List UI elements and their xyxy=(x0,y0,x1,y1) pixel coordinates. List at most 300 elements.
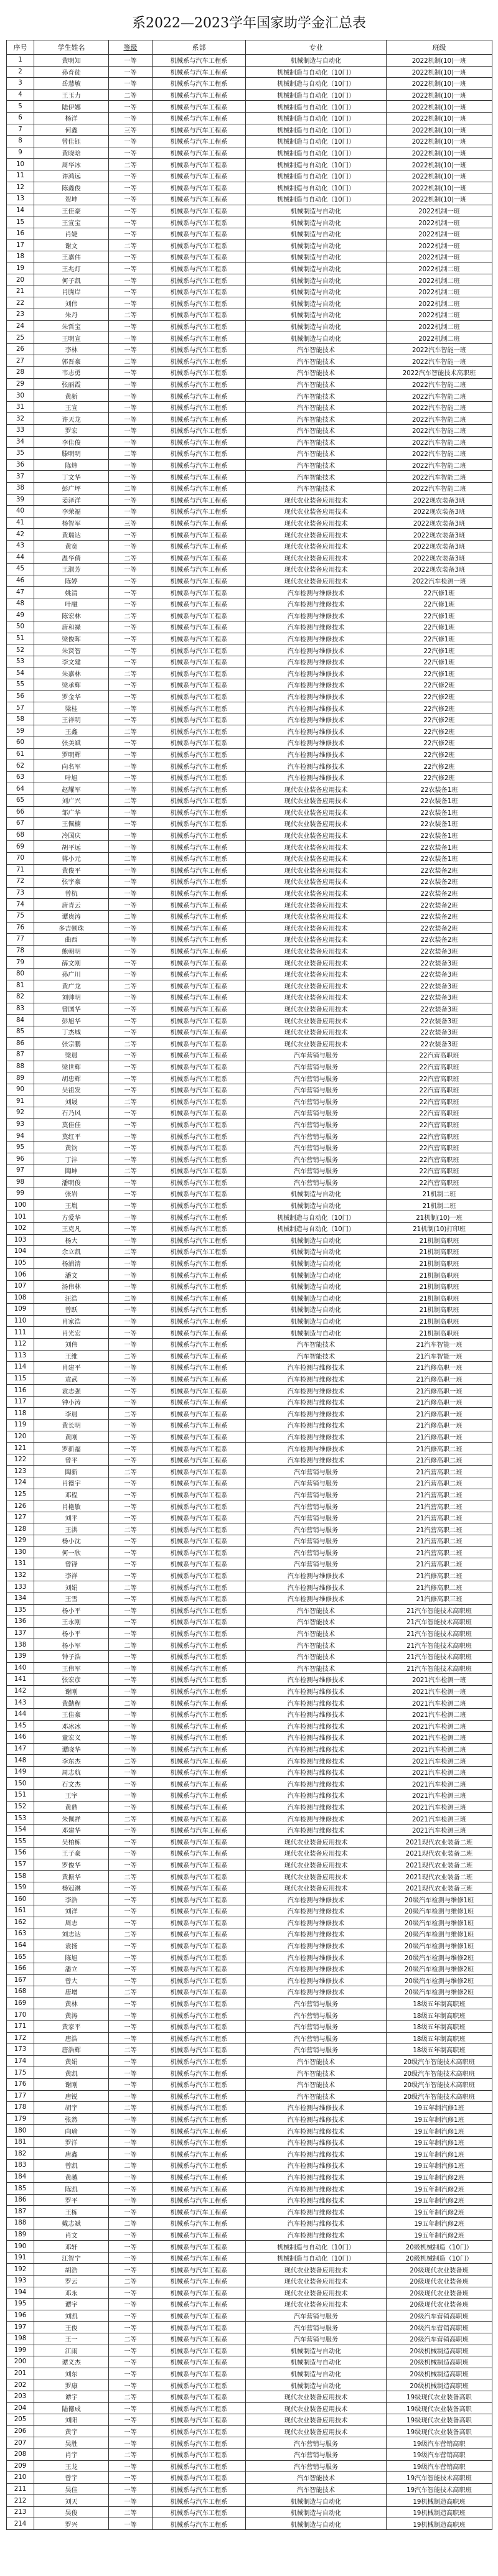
cell-class: 2021汽车检测二班 xyxy=(387,1755,492,1767)
cell-class: 2022机制一班 xyxy=(387,239,492,251)
cell-name: 黄刚 xyxy=(34,1431,109,1443)
cell-department: 机械系与汽车工程系 xyxy=(153,2206,246,2218)
cell-name: 潘文 xyxy=(34,1269,109,1281)
cell-major: 现代农业装备应用技术 xyxy=(246,2425,387,2437)
cell-grade: 一等 xyxy=(109,1420,153,1431)
table-row xyxy=(7,1766,492,1778)
cell-grade: 一等 xyxy=(109,2460,153,2472)
table-row xyxy=(7,448,492,460)
cell-major: 现代农业装备应用技术 xyxy=(246,506,387,518)
cell-name: 张美斌 xyxy=(34,737,109,749)
cell-major: 机械制造与自动化 xyxy=(246,274,387,286)
table-row xyxy=(7,864,492,876)
cell-name: 江雨 xyxy=(34,2345,109,2356)
cell-no: 107 xyxy=(7,1280,34,1292)
cell-class: 20级汽车智能技术高职班 xyxy=(387,2078,492,2090)
cell-grade: 一等 xyxy=(109,2171,153,2183)
cell-grade: 二等 xyxy=(109,610,153,621)
cell-grade: 一等 xyxy=(109,413,153,425)
table-row xyxy=(7,1917,492,1928)
cell-major: 机械制造与自动化 xyxy=(246,2495,387,2507)
cell-name: 杨智军 xyxy=(34,517,109,529)
cell-no: 128 xyxy=(7,1523,34,1535)
cell-class: 2022机制(10)一班 xyxy=(387,55,492,67)
cell-grade: 一等 xyxy=(109,1373,153,1385)
cell-name: 贺坤 xyxy=(34,193,109,205)
cell-department: 机械系与汽车工程系 xyxy=(153,1304,246,1316)
table-row xyxy=(7,320,492,332)
table-row xyxy=(7,1790,492,1802)
cell-class: 22汽营高职班 xyxy=(387,1118,492,1130)
cell-no: 84 xyxy=(7,1015,34,1026)
cell-department: 机械系与汽车工程系 xyxy=(153,251,246,263)
cell-name: 朱佩祥 xyxy=(34,1813,109,1825)
table-row xyxy=(7,1420,492,1431)
cell-grade: 二等 xyxy=(109,795,153,807)
cell-department: 机械系与汽车工程系 xyxy=(153,1743,246,1755)
table-row xyxy=(7,1616,492,1628)
cell-no: 48 xyxy=(7,598,34,610)
cell-name: 陶新 xyxy=(34,1466,109,1477)
cell-name: 谭晓华 xyxy=(34,1743,109,1755)
cell-major: 汽车检测与维修技术 xyxy=(246,1778,387,1790)
table-row xyxy=(7,806,492,818)
table-row xyxy=(7,2090,492,2102)
cell-department: 机械系与汽车工程系 xyxy=(153,2472,246,2484)
cell-grade: 一等 xyxy=(109,771,153,783)
cell-no: 16 xyxy=(7,228,34,239)
cell-department: 机械系与汽车工程系 xyxy=(153,1558,246,1570)
cell-no: 47 xyxy=(7,587,34,598)
cell-class: 21机制(10)打印班 xyxy=(387,1222,492,1234)
cell-major: 汽车检测与维修技术 xyxy=(246,1951,387,1963)
cell-grade: 一等 xyxy=(109,2032,153,2044)
cell-no: 10 xyxy=(7,159,34,170)
cell-department: 机械系与汽车工程系 xyxy=(153,343,246,355)
cell-grade: 一等 xyxy=(109,2379,153,2391)
cell-class: 2022汽车智能一班 xyxy=(387,355,492,367)
cell-major: 现代农业装备应用技术 xyxy=(246,910,387,922)
cell-grade: 二等 xyxy=(109,1523,153,1535)
cell-major: 汽车智能技术 xyxy=(246,1650,387,1662)
cell-grade: 一等 xyxy=(109,1778,153,1790)
cell-name: 黄广龙 xyxy=(34,980,109,992)
cell-major: 机械制造与自动化（10门） xyxy=(246,136,387,147)
cell-major: 汽车检测与维修技术 xyxy=(246,725,387,737)
cell-grade: 一等 xyxy=(109,2113,153,2125)
cell-no: 158 xyxy=(7,1871,34,1882)
cell-department: 机械系与汽车工程系 xyxy=(153,390,246,402)
cell-department: 机械系与汽车工程系 xyxy=(153,1951,246,1963)
cell-grade: 一等 xyxy=(109,1627,153,1639)
cell-department: 机械系与汽车工程系 xyxy=(153,1477,246,1489)
cell-major: 汽车智能技术 xyxy=(246,448,387,460)
cell-class: 21汽修高职一班 xyxy=(387,1420,492,1431)
cell-name: 杨小军 xyxy=(34,1639,109,1651)
cell-grade: 一等 xyxy=(109,1963,153,1974)
cell-class: 19五年制汽修2班 xyxy=(387,2218,492,2230)
cell-class: 18级五年制高职班 xyxy=(387,2032,492,2044)
table-row xyxy=(7,193,492,205)
cell-no: 147 xyxy=(7,1743,34,1755)
table-row xyxy=(7,239,492,251)
cell-name: 汤伟林 xyxy=(34,1280,109,1292)
cell-department: 机械系与汽车工程系 xyxy=(153,2020,246,2032)
cell-department: 机械系与汽车工程系 xyxy=(153,2102,246,2114)
cell-name: 肖宇 xyxy=(34,2448,109,2460)
cell-class: 21汽修高职二班 xyxy=(387,1581,492,1593)
cell-major: 汽车检测与维修技术 xyxy=(246,2125,387,2137)
cell-department: 机械系与汽车工程系 xyxy=(153,1627,246,1639)
cell-class: 22汽修2班 xyxy=(387,737,492,749)
cell-class: 2021汽车检测二班 xyxy=(387,1778,492,1790)
cell-class: 22汽修1班 xyxy=(387,598,492,610)
cell-class: 22汽修1班 xyxy=(387,621,492,633)
table-row xyxy=(7,378,492,390)
cell-major: 汽车智能技术 xyxy=(246,1639,387,1651)
cell-class: 22汽修1班 xyxy=(387,633,492,644)
cell-class: 22汽修2班 xyxy=(387,771,492,783)
cell-major: 汽车智能技术 xyxy=(246,2472,387,2484)
cell-class: 2022汽车智能二班 xyxy=(387,448,492,460)
cell-class: 21汽车智能技术高职班 xyxy=(387,1662,492,1674)
cell-name: 肖文 xyxy=(34,2229,109,2241)
cell-no: 159 xyxy=(7,1882,34,1894)
table-row xyxy=(7,332,492,344)
cell-name: 朱嘉林 xyxy=(34,667,109,679)
table-row xyxy=(7,679,492,691)
cell-grade: 一等 xyxy=(109,1003,153,1015)
cell-grade: 二等 xyxy=(109,2276,153,2287)
cell-department: 机械系与汽车工程系 xyxy=(153,332,246,344)
cell-no: 61 xyxy=(7,748,34,760)
table-row xyxy=(7,459,492,471)
cell-name: 孙广川 xyxy=(34,968,109,980)
cell-name: 罗宏 xyxy=(34,425,109,437)
cell-name: 丁杰城 xyxy=(34,1026,109,1038)
cell-department: 机械系与汽车工程系 xyxy=(153,2229,246,2241)
cell-class: 22汽修2班 xyxy=(387,760,492,772)
cell-class: 2022机制二班 xyxy=(387,309,492,321)
header-department: 系部 xyxy=(153,40,246,55)
cell-no: 72 xyxy=(7,876,34,888)
cell-grade: 一等 xyxy=(109,1280,153,1292)
cell-name: 罗新福 xyxy=(34,1443,109,1454)
cell-no: 140 xyxy=(7,1662,34,1674)
cell-no: 104 xyxy=(7,1246,34,1258)
cell-no: 38 xyxy=(7,482,34,494)
cell-department: 机械系与汽车工程系 xyxy=(153,760,246,772)
cell-department: 机械系与汽车工程系 xyxy=(153,459,246,471)
cell-name: 王玉力 xyxy=(34,89,109,101)
cell-no: 51 xyxy=(7,633,34,644)
table-row xyxy=(7,783,492,795)
cell-grade: 一等 xyxy=(109,806,153,818)
cell-department: 机械系与汽车工程系 xyxy=(153,806,246,818)
table-row xyxy=(7,2183,492,2195)
table-row xyxy=(7,1697,492,1709)
cell-grade: 一等 xyxy=(109,1974,153,1986)
cell-no: 91 xyxy=(7,1095,34,1107)
cell-no: 69 xyxy=(7,841,34,853)
cell-class: 20级汽车智能技术高职班 xyxy=(387,2090,492,2102)
cell-no: 95 xyxy=(7,1142,34,1153)
table-row xyxy=(7,1142,492,1153)
cell-major: 汽车检测与维修技术 xyxy=(246,1708,387,1720)
table-row xyxy=(7,1905,492,1917)
table-header-row xyxy=(7,40,492,55)
cell-no: 212 xyxy=(7,2495,34,2507)
cell-department: 机械系与汽车工程系 xyxy=(153,159,246,170)
table-row xyxy=(7,2102,492,2114)
cell-class: 2022汽车智能二班 xyxy=(387,482,492,494)
table-row xyxy=(7,1396,492,1408)
cell-grade: 一等 xyxy=(109,540,153,552)
cell-department: 机械系与汽车工程系 xyxy=(153,1373,246,1385)
cell-major: 汽车营销与服务 xyxy=(246,1095,387,1107)
cell-major: 汽车检测与维修技术 xyxy=(246,1720,387,1732)
cell-no: 175 xyxy=(7,2067,34,2079)
cell-name: 李祥 xyxy=(34,1569,109,1581)
cell-grade: 二等 xyxy=(109,2044,153,2056)
cell-no: 39 xyxy=(7,494,34,506)
cell-name: 肖艳敏 xyxy=(34,1500,109,1512)
cell-major: 汽车智能技术 xyxy=(246,355,387,367)
cell-department: 机械系与汽车工程系 xyxy=(153,1720,246,1732)
cell-major: 现代农业装备应用技术 xyxy=(246,957,387,969)
cell-grade: 一等 xyxy=(109,783,153,795)
cell-class: 21汽修高职二班 xyxy=(387,1569,492,1581)
cell-department: 机械系与汽车工程系 xyxy=(153,1338,246,1350)
cell-name: 石文杰 xyxy=(34,1778,109,1790)
cell-department: 机械系与汽车工程系 xyxy=(153,1084,246,1095)
cell-major: 汽车营销与服务 xyxy=(246,1535,387,1547)
cell-no: 44 xyxy=(7,552,34,564)
cell-department: 机械系与汽车工程系 xyxy=(153,1894,246,1905)
table-row xyxy=(7,401,492,413)
cell-grade: 一等 xyxy=(109,714,153,725)
cell-no: 184 xyxy=(7,2171,34,2183)
cell-no: 50 xyxy=(7,621,34,633)
cell-major: 汽车智能技术 xyxy=(246,1662,387,1674)
cell-major: 机械制造与自动化（10门） xyxy=(246,78,387,90)
cell-major: 汽车智能技术 xyxy=(246,378,387,390)
cell-class: 21汽车智能技术高职班 xyxy=(387,1604,492,1616)
cell-grade: 一等 xyxy=(109,876,153,888)
cell-grade: 一等 xyxy=(109,193,153,205)
cell-no: 108 xyxy=(7,1292,34,1304)
cell-no: 29 xyxy=(7,378,34,390)
cell-grade: 一等 xyxy=(109,286,153,297)
cell-no: 35 xyxy=(7,448,34,460)
cell-department: 机械系与汽车工程系 xyxy=(153,1489,246,1500)
cell-name: 王宇 xyxy=(34,1790,109,1802)
cell-grade: 一等 xyxy=(109,2148,153,2160)
cell-name: 王永刚 xyxy=(34,1616,109,1628)
cell-grade: 二等 xyxy=(109,2102,153,2114)
cell-major: 机械制造与自动化（10门） xyxy=(246,2252,387,2264)
cell-grade: 三等 xyxy=(109,124,153,136)
cell-class: 19级现代农业装备高职 xyxy=(387,2391,492,2402)
cell-grade: 一等 xyxy=(109,2090,153,2102)
cell-name: 冷国庆 xyxy=(34,829,109,841)
cell-class: 20级机械制造高职班 xyxy=(387,2379,492,2391)
cell-department: 机械系与汽车工程系 xyxy=(153,2009,246,2021)
cell-major: 汽车检测与维修技术 xyxy=(246,1408,387,1420)
cell-name: 谢文 xyxy=(34,239,109,251)
cell-grade: 一等 xyxy=(109,2183,153,2195)
table-row xyxy=(7,841,492,853)
cell-name: 邓程 xyxy=(34,1489,109,1500)
cell-grade: 一等 xyxy=(109,1743,153,1755)
cell-name: 刘伟 xyxy=(34,1338,109,1350)
cell-major: 汽车检测与维修技术 xyxy=(246,667,387,679)
cell-no: 154 xyxy=(7,1824,34,1836)
cell-name: 石乃风 xyxy=(34,1107,109,1119)
cell-class: 20级机械制造高职班 xyxy=(387,2345,492,2356)
cell-no: 165 xyxy=(7,1951,34,1963)
cell-no: 18 xyxy=(7,251,34,263)
cell-class: 20级汽车检测与维修1班 xyxy=(387,1940,492,1951)
cell-grade: 一等 xyxy=(109,1905,153,1917)
cell-class: 19级汽车营销高职 xyxy=(387,2448,492,2460)
cell-grade: 一等 xyxy=(109,1662,153,1674)
cell-grade: 一等 xyxy=(109,2425,153,2437)
table-row xyxy=(7,1627,492,1639)
table-row xyxy=(7,2414,492,2426)
cell-grade: 二等 xyxy=(109,1639,153,1651)
cell-no: 75 xyxy=(7,910,34,922)
cell-no: 63 xyxy=(7,771,34,783)
cell-major: 机械制造与自动化（10门） xyxy=(246,1211,387,1223)
cell-grade: 一等 xyxy=(109,2345,153,2356)
cell-grade: 一等 xyxy=(109,136,153,147)
cell-major: 现代农业装备应用技术 xyxy=(246,1882,387,1894)
cell-name: 谢刚 xyxy=(34,2078,109,2090)
cell-no: 9 xyxy=(7,147,34,159)
cell-major: 汽车智能技术 xyxy=(246,367,387,379)
cell-name: 王俊 xyxy=(34,2322,109,2333)
cell-grade: 一等 xyxy=(109,367,153,379)
cell-class: 21汽营高职二班 xyxy=(387,1523,492,1535)
cell-grade: 二等 xyxy=(109,1350,153,1362)
cell-name: 罗平 xyxy=(34,2194,109,2206)
cell-grade: 一等 xyxy=(109,2125,153,2137)
cell-no: 143 xyxy=(7,1697,34,1709)
cell-no: 106 xyxy=(7,1269,34,1281)
cell-no: 124 xyxy=(7,1477,34,1489)
cell-major: 现代农业装备应用技术 xyxy=(246,806,387,818)
cell-major: 机械制造与自动化 xyxy=(246,320,387,332)
cell-department: 机械系与汽车工程系 xyxy=(153,2276,246,2287)
cell-name: 姚清 xyxy=(34,587,109,598)
cell-name: 李荣福 xyxy=(34,506,109,518)
cell-major: 机械制造与自动化（10门） xyxy=(246,147,387,159)
cell-department: 机械系与汽车工程系 xyxy=(153,1569,246,1581)
table-row xyxy=(7,506,492,518)
cell-major: 汽车检测与维修技术 xyxy=(246,587,387,598)
cell-major: 汽车营销与服务 xyxy=(246,1546,387,1558)
cell-grade: 一等 xyxy=(109,656,153,667)
table-row xyxy=(7,482,492,494)
cell-name: 何一欣 xyxy=(34,1546,109,1558)
cell-major: 现代农业装备应用技术 xyxy=(246,876,387,888)
cell-name: 钟子浩 xyxy=(34,1650,109,1662)
cell-department: 机械系与汽车工程系 xyxy=(153,1708,246,1720)
cell-name: 黄瑞达 xyxy=(34,529,109,541)
cell-no: 141 xyxy=(7,1674,34,1686)
table-row xyxy=(7,1038,492,1049)
cell-name: 李林 xyxy=(34,343,109,355)
cell-class: 20级机械制造（10门） xyxy=(387,2252,492,2264)
cell-name: 王佳豪 xyxy=(34,1708,109,1720)
cell-major: 机械制造与自动化 xyxy=(246,2518,387,2530)
table-row xyxy=(7,182,492,193)
cell-major: 现代农业装备应用技术 xyxy=(246,2299,387,2310)
cell-department: 机械系与汽车工程系 xyxy=(153,2183,246,2195)
cell-name: 刘凯 xyxy=(34,2310,109,2322)
cell-no: 213 xyxy=(7,2506,34,2518)
table-row xyxy=(7,1604,492,1616)
cell-no: 163 xyxy=(7,1928,34,1940)
cell-grade: 三等 xyxy=(109,517,153,529)
cell-grade: 一等 xyxy=(109,1558,153,1570)
cell-major: 汽车营销与服务 xyxy=(246,1061,387,1072)
cell-name: 王胤 xyxy=(34,1199,109,1211)
cell-class: 22汽营高职班 xyxy=(387,1165,492,1177)
cell-major: 机械制造与自动化 xyxy=(246,1269,387,1281)
cell-no: 65 xyxy=(7,795,34,807)
table-row xyxy=(7,1246,492,1258)
cell-department: 机械系与汽车工程系 xyxy=(153,1153,246,1165)
cell-class: 22农装备3班 xyxy=(387,1015,492,1026)
cell-grade: 一等 xyxy=(109,818,153,830)
table-row xyxy=(7,1836,492,1848)
cell-grade: 一等 xyxy=(109,564,153,575)
cell-no: 125 xyxy=(7,1489,34,1500)
cell-major: 机械制造与自动化（10门） xyxy=(246,170,387,182)
cell-major: 现代农业装备应用技术 xyxy=(246,841,387,853)
table-row xyxy=(7,587,492,598)
cell-grade: 二等 xyxy=(109,667,153,679)
cell-grade: 一等 xyxy=(109,1107,153,1119)
table-row xyxy=(7,2009,492,2021)
cell-grade: 一等 xyxy=(109,737,153,749)
cell-grade: 一等 xyxy=(109,228,153,239)
cell-department: 机械系与汽车工程系 xyxy=(153,355,246,367)
table-row xyxy=(7,1639,492,1651)
cell-department: 机械系与汽车工程系 xyxy=(153,1755,246,1767)
cell-major: 汽车智能技术 xyxy=(246,425,387,437)
document-sheet xyxy=(6,0,492,2530)
table-row xyxy=(7,147,492,159)
cell-grade: 一等 xyxy=(109,899,153,911)
cell-name: 曾凯 xyxy=(34,2160,109,2172)
cell-major: 汽车检测与维修技术 xyxy=(246,1593,387,1604)
cell-name: 王明宣 xyxy=(34,332,109,344)
cell-grade: 二等 xyxy=(109,1095,153,1107)
cell-grade: 一等 xyxy=(109,1142,153,1153)
cell-grade: 一等 xyxy=(109,1385,153,1397)
cell-no: 160 xyxy=(7,1894,34,1905)
cell-department: 机械系与汽车工程系 xyxy=(153,2356,246,2368)
cell-class: 2021汽车检测二班 xyxy=(387,1743,492,1755)
table-row xyxy=(7,1732,492,1744)
cell-grade: 二等 xyxy=(109,159,153,170)
cell-grade: 一等 xyxy=(109,1443,153,1454)
cell-department: 机械系与汽车工程系 xyxy=(153,1327,246,1339)
cell-department: 机械系与汽车工程系 xyxy=(153,725,246,737)
